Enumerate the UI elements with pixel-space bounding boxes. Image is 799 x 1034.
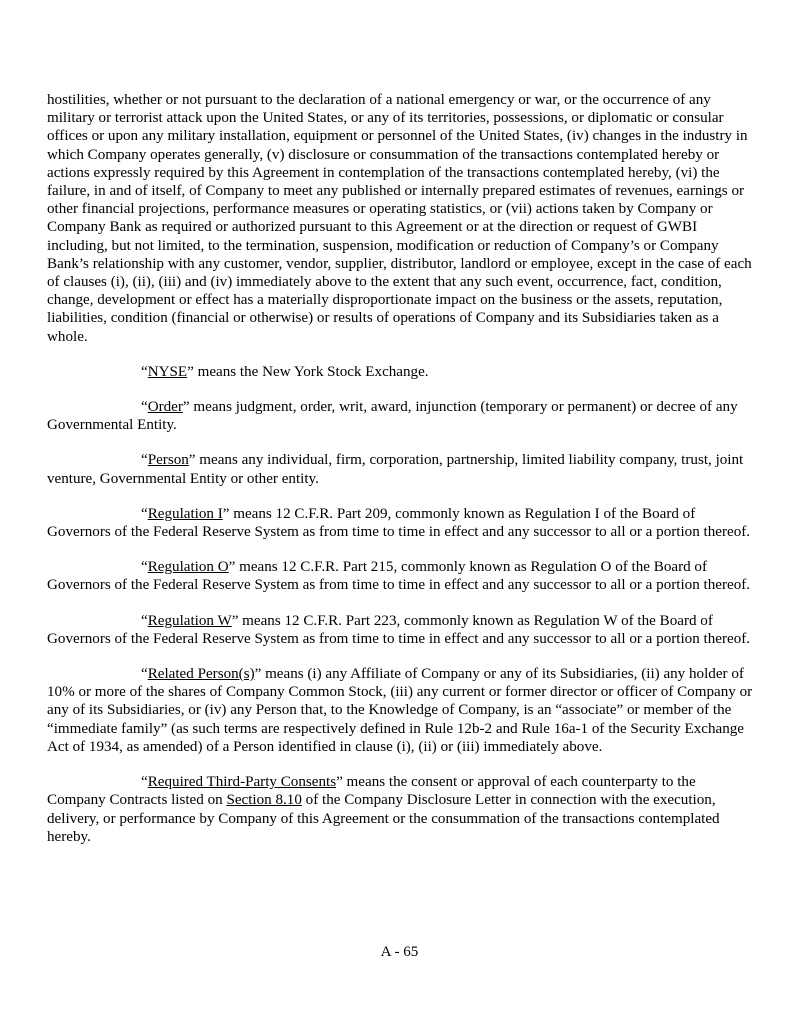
defined-term: NYSE — [147, 363, 188, 380]
open-quote: “ — [141, 666, 148, 683]
definition-text: means (i) any Affiliate of Company or any of its Subsidiaries, (ii) any holder of 10% or more of the shares of Company Common Stock, (iii) any current or former director or officer of Company or any of its Subsidiaries, or (iv) any Person that, to the Knowledge of Company, is an “associate” or member of the “immediate family” (as such terms are respectively defined in Rule 12b-2 and Rule 16a-1 of the Security Exchange Act of 1934, as amended) of a Person identified in clause (i), (ii) or (iii) immediately above. — [47, 666, 753, 755]
section-reference: Section 8.10 — [226, 792, 302, 809]
definition-text: means 12 C.F.R. Part 209, commonly known as Regulation I of the Board of Governors of the Federal Reserve System as from time to time in effect and any successor to all or a portion thereof. — [47, 505, 751, 541]
defined-term: Regulation O — [147, 559, 229, 576]
open-quote: “ — [141, 505, 148, 522]
definition-regulation-o — [47, 558, 758, 594]
definition-text: means 12 C.F.R. Part 215, commonly known as Regulation O of the Board of Governors of the Federal Reserve System as from time to time in effect and any successor to all or a portion thereof. — [47, 559, 751, 594]
open-quote: “ — [141, 363, 148, 380]
close-quote: ” — [182, 399, 190, 416]
open-quote: “ — [141, 612, 148, 629]
definition-text: means the consent or approval of each counterparty to the Company Contracts listed on — [47, 774, 696, 809]
open-quote: “ — [141, 399, 148, 416]
definition-related-persons — [47, 665, 758, 756]
definition-text-continued: of the Company Disclosure Letter in connection with the execution, delivery, or performance by Company of this Agreement or the consummation of the transactions contemplated hereby. — [47, 792, 720, 845]
close-quote: ” — [222, 505, 230, 522]
open-quote: “ — [141, 452, 148, 469]
definition-regulation-w — [47, 612, 758, 648]
close-quote: ” — [336, 774, 343, 791]
page-number: A - 65 — [380, 944, 419, 960]
defined-term: Related Person(s) — [147, 666, 255, 683]
definition-text: means the New York Stock Exchange. — [193, 363, 429, 380]
definition-person — [47, 451, 758, 487]
close-quote: ” — [188, 452, 196, 469]
defined-term: Person — [147, 452, 189, 469]
open-quote: “ — [141, 559, 148, 576]
defined-term: Regulation I — [147, 505, 223, 522]
defined-term: Regulation W — [147, 612, 232, 629]
definition-text: means judgment, order, writ, award, injunction (temporary or permanent) or decree of any Governmental Entity. — [47, 399, 738, 434]
close-quote: ” — [187, 363, 194, 380]
intro-paragraph: hostilities, whether or not pursuant to the declaration of a national emergency or war, or the occurrence of any military or terrorist attack upon the United States, or any of its territories, possessions, or diplomatic or consular offices or upon any military installation, equipment or personnel of the United States, (iv) changes in the industry in which Company operates generally, (v) disclosure or consummation of the transactions contemplated hereby or actions expressly required by this Agreement in contemplation of the transactions contemplated hereby, (vi) the failure, in and of itself, of Company to meet any published or internally prepared estimates of revenues, earnings or other financial projections, performance measures or operating statistics, or (vii) actions taken by Company or Company Bank as required or authorized pursuant to this Agreement or at the direction or request of GWBI including, but not limited, to the termination, suspension, modification or reduction of Company’s or Company Bank’s relationship with any customer, vendor, supplier, distributor, landlord or employee, except in the case of each of clauses (i), (ii), (iii) and (iv) immediately above to the extent that any such event, occurrence, fact, condition, change, development or effect has a materially disproportionate impact on the business or the assets, reputation, liabilities, condition (financial or otherwise) or results of operations of Company and its Subsidiaries taken as a whole. — [47, 92, 752, 345]
defined-term: Required Third-Party Consents — [147, 774, 337, 791]
definition-text: means 12 C.F.R. Part 223, commonly known as Regulation W of the Board of Governors of the Federal Reserve System as from time to time in effect and any successor to all or a portion thereof. — [47, 612, 751, 647]
defined-term: Order — [147, 399, 183, 416]
close-quote: ” — [228, 559, 236, 576]
definition-required-third-party-consents — [47, 773, 758, 846]
close-quote: ” — [254, 666, 262, 683]
definition-order — [47, 398, 758, 434]
open-quote: “ — [141, 774, 148, 791]
body-text — [47, 91, 758, 863]
definition-regulation-i — [47, 505, 758, 541]
close-quote: ” — [231, 612, 239, 629]
definition-nyse — [47, 363, 758, 381]
definition-text: means any individual, firm, corporation, partnership, limited liability company, trust, joint venture, Governmental Entity or other entity. — [47, 452, 744, 487]
